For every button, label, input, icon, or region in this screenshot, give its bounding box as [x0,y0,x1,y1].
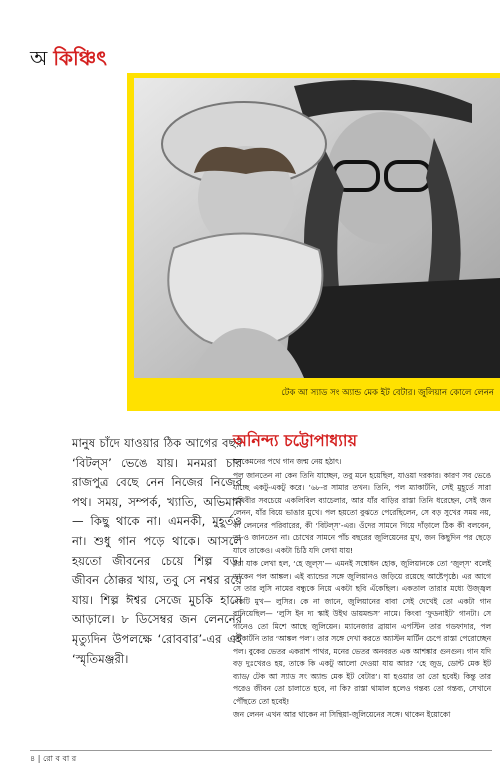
footer-rule [30,750,492,751]
photo-lennon-julian [134,78,500,378]
photo-caption: টেক আ স্যাড সং অ্যান্ড মেক ইট বেটার। জুলিয়ান কোলে লেনন [281,388,494,398]
pull-quote-text: মানুষ চাঁদে যাওয়ার ঠিক আগের বছর ‘বিটল্‌স’ ভেঙে যায়। মনমরা চার রাজপুত্র বেছে নেন নিজের নিজের পথ। সময়, সম্পর্ক, খ্যাতি, অভিমান— কিছু থাকে না। এমনকী, মুহূর্তও না। শুধু গান পড়ে থাকে। আসলে হয়তো জীবনের চেয়ে শিল্প বড়। জীবন ঠোক্কর খায়, তবু সে নশ্বর রয়ে যায়। শিল্প ঈশ্বর সেজে মুচকি হাসে আড়ালে। ৮ ডিসেম্বর জন লেননের মৃত্যুদিন উপলক্ষে ‘রোববার’-এর এই ‘স্মৃতিমঞ্জরী। [72,436,242,666]
body-paragraph: ধরা যাক লেখা হল, ‘হে জুল্‌স’— এমনই সম্বোধন হোক, জুলিয়ানকে তো ‘জুল্‌স’ বলেই ডাকেন পল আঙ্কল। এই ব্যান্ডের সঙ্গে জুলিয়ানও জড়িয়ে রয়েছে আষ্টেপৃষ্ঠে। এর আগে সে তার লুসি নামের বন্ধুকে নিয়ে একটা ছবি এঁকেছিল। একতাল তারার মধ্যে উজ্জ্বল একটি মুখ— লুসির। কে না জানে, জুলিয়ানের বাবা সেই দেখেই তো একটা গান বানিয়েছিল— ‘লুসি ইন দ্য স্কাই উইথ ডায়মন্ডস’ নামে। কিংবা ‘ফুডনাইট’ গানটা। সে গানেও তো মিশে আছে জুলিয়েন। ম্যানেজার ব্রায়ান এপস্টিন তার গডফাদার, পল ম্যাকার্টনি তার ‘আঙ্কল পল’। তার সঙ্গে দেখা করতে অ্যাস্টন মার্টিন চেপে রাস্তা পেরোচ্ছেন পল। বুকের ভেতর একরাশ পাথর, মনের ভেতর অনবরত এক আশঙ্কার গুনগুন। গান যদি বড় দুঃখেরও হয়, তাকে কি একটু আলো দেওয়া যায় আর? ‘হে জুড, ডোন্ট মেক ইট ব্যাড/ টেক আ স্যাড সং অ্যান্ড মেক ইট বেটার’। যা হওয়ার তা তো হবেই। কিন্তু তার পরেও জীবন তো চালাতে হবে, না কি? রাস্তা থামাল হলেও গন্তব্য তো গন্তব্য, সেখানে পৌঁছতে তো হবেই! [233,559,491,706]
section-prefix: অ [30,46,48,70]
section-header [30,44,490,76]
body-paragraph: জন লেনন এখন আর থাকেন না সিন্থিয়া-জুলিয়েনের সঙ্গে। থাকেন ইয়োকো [233,710,451,719]
pull-quote [72,434,242,669]
author-byline: অনিন্দ্য চট্টোপাধ্যায় [233,431,357,450]
article-body [233,456,491,723]
body-paragraph: পল জানতেন না কেন তিনি যাচ্ছেন, তবু মনে হয়েছিল, যাওয়া দরকার। কারণ সব ভেঙে যাচ্ছে একটু-একটু করে। ’৬৮-র সামার তখন। তিনি, পল ম্যাকার্টনি, সেই মুহূর্তে সারা পৃথিবীর সবচেয়ে একলিবিল ব্যাচেলার, আর যাঁর বাড়ির রাস্তা তিনি ধরেছেন, সেই জন লেনন, যাঁর বিয়ে ভাঙার মুখে। পল হয়তো বুঝতে পেরেছিলেন, সে বড় সুখের সময় নয়, কী লেননের পরিবারের, কী ‘বিটল্‌স’-এর। ওঁদের সামনে গিয়ে দাঁড়ালে ঠিক কী বলবেন, তা-ও জানতেন না। চোখের সামনে পাঁচ বছরের জুলিয়েনের মুখ, জন কিছুদিন পর ছেড়ে যাবে তাকেও। একটা চিঠি যদি লেখা যায়! [233,470,491,555]
page-footer: ৪ | রো ব বা র [30,754,77,763]
body-paragraph: মনকেমনের পথে গান জন্ম নেয় হঠাৎ। [233,457,342,466]
section-title: কিঞ্চিৎ [53,46,107,70]
